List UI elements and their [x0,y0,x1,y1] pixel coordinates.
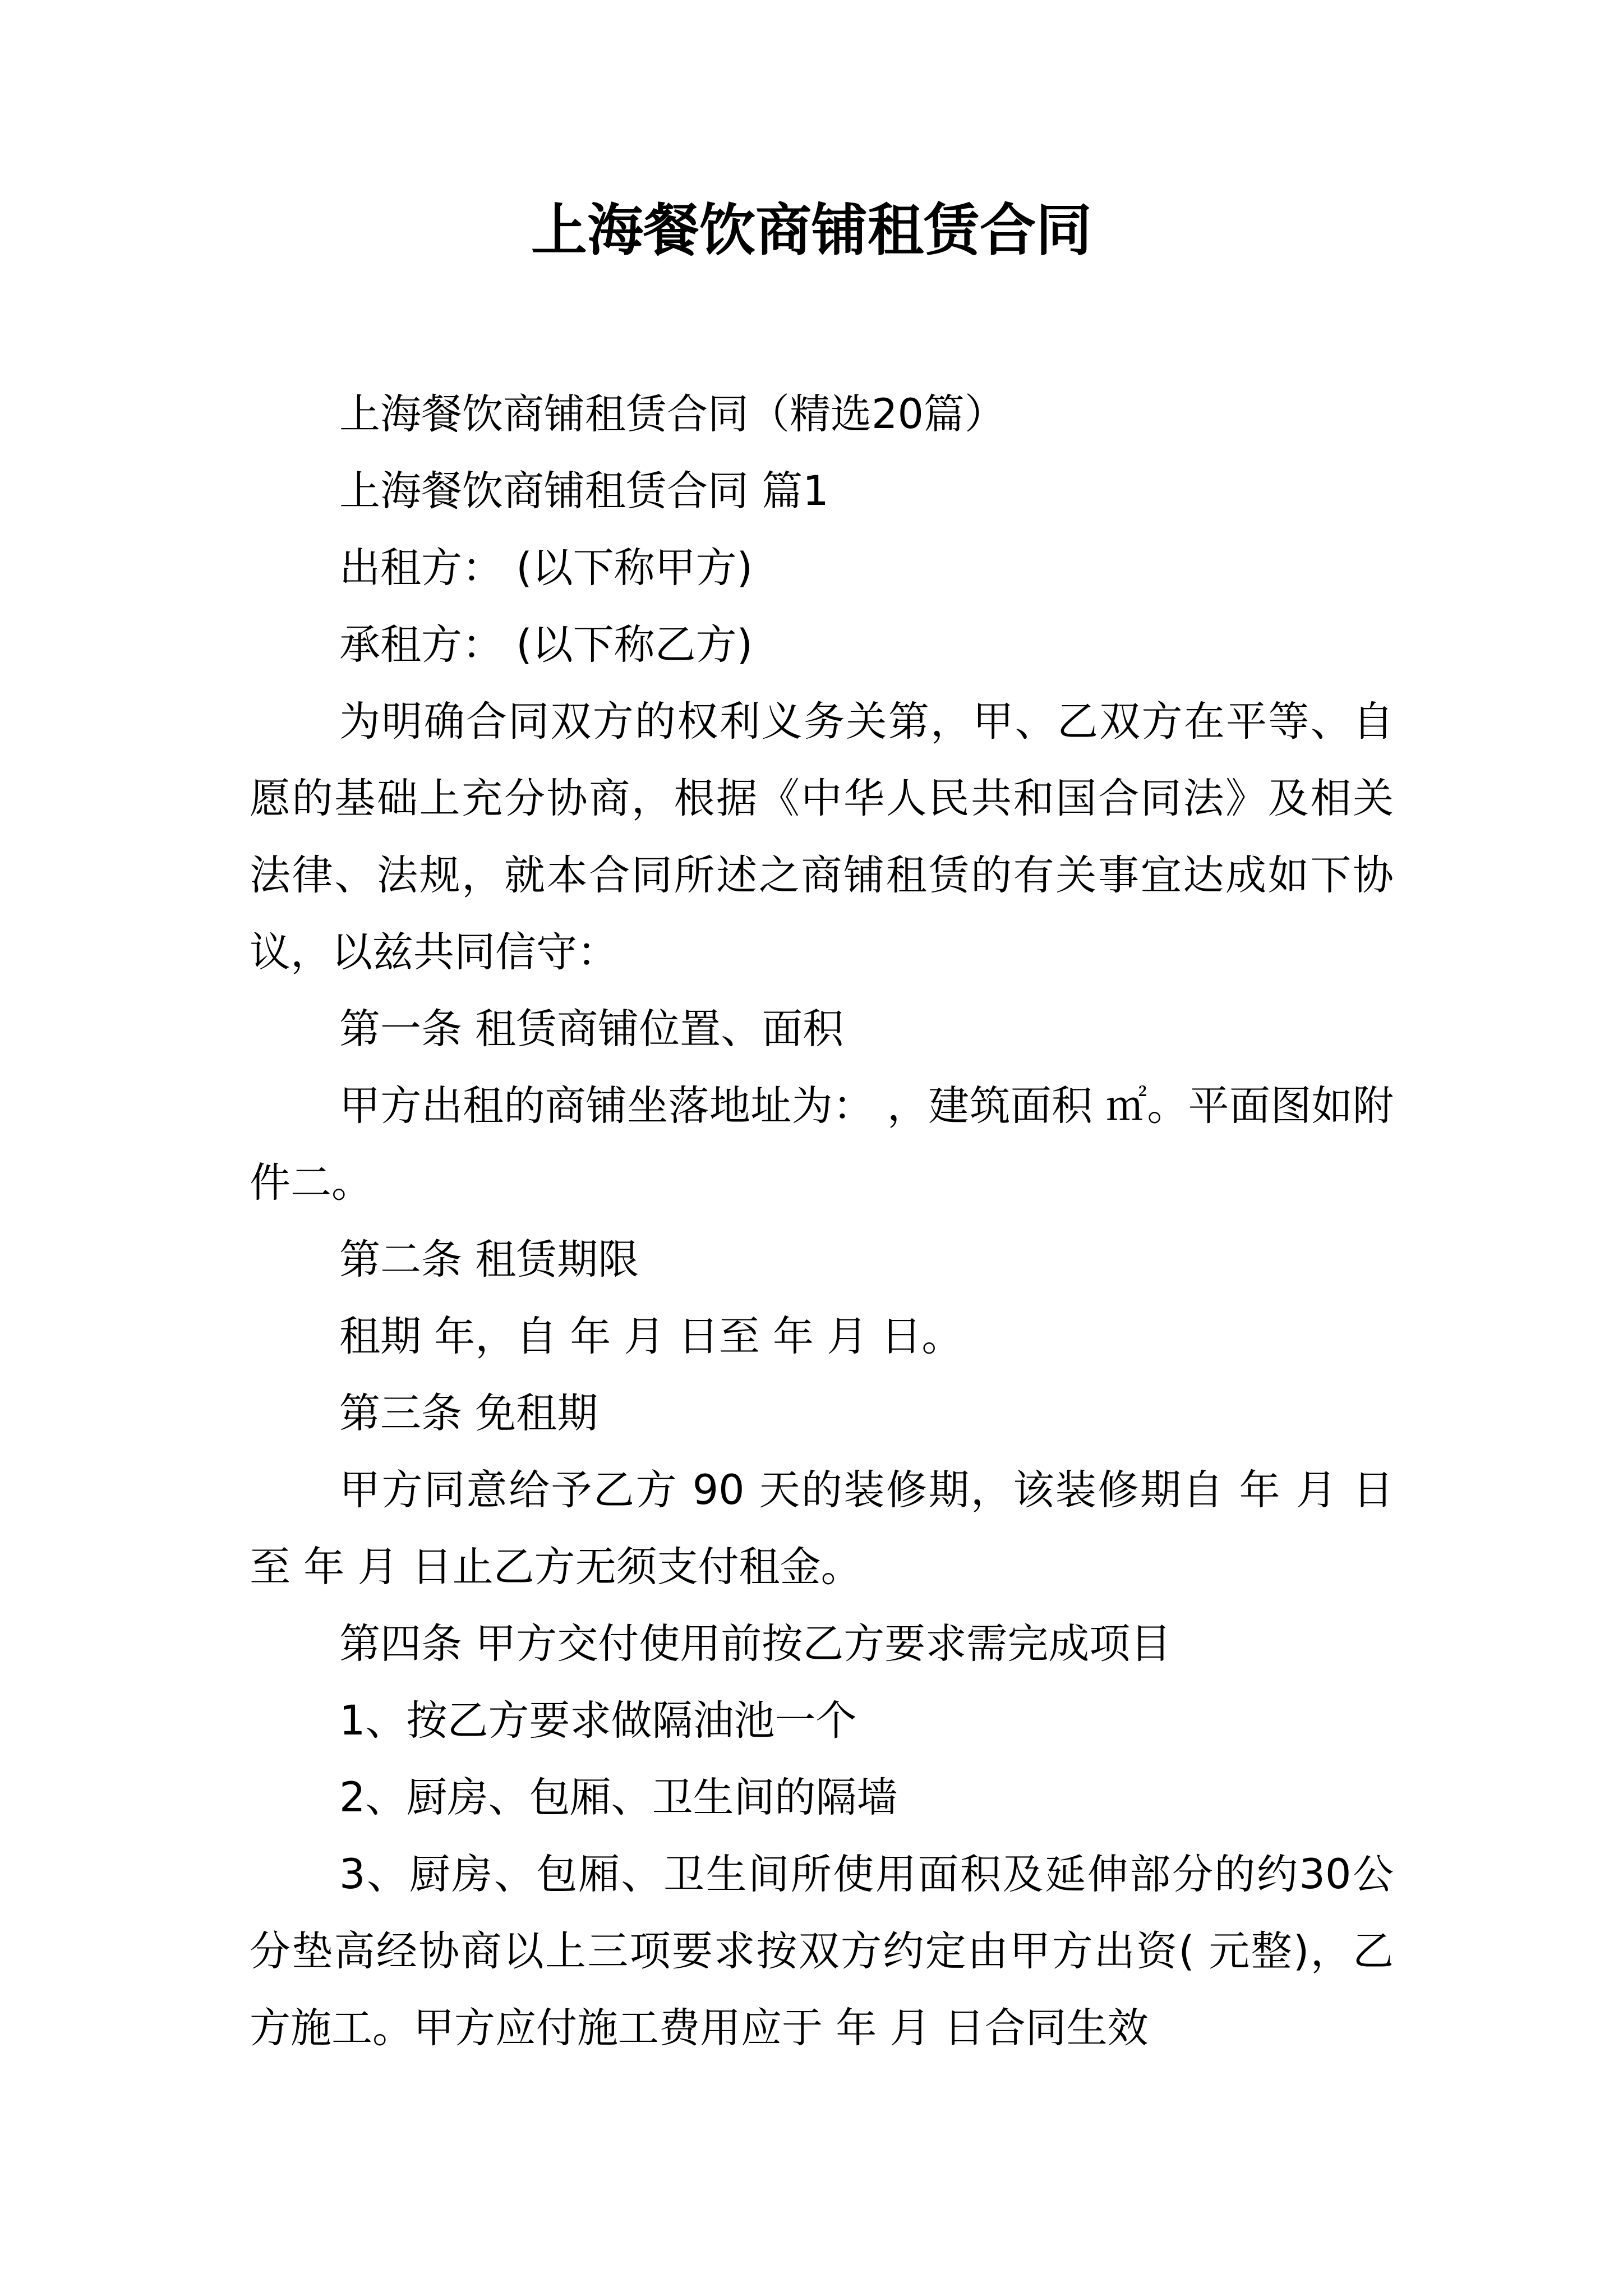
paragraph: 第三条 免租期 [339,1389,598,1437]
document-body [250,376,1394,2067]
paragraph: 为明确合同双方的权利义务关第，甲、乙双方在平等、自愿的基础上充分协商，根据《中华人民共和国合同法》及相关法律、法规，就本合同所述之商铺租赁的有关事宜达成如下协议，以兹共同信守： [250,698,1394,976]
paragraph: 第二条 租赁期限 [339,1236,639,1283]
paragraph: 1、按乙方要求做隔油池一个 [339,1697,857,1745]
paragraph: 出租方： (以下称甲方) [339,544,753,592]
paragraph: 上海餐饮商铺租赁合同 篇1 [339,467,829,515]
paragraph: 租期 年，自 年 月 日至 年 月 日。 [339,1313,963,1360]
paragraph: 承租方： (以下称乙方) [339,621,753,669]
document-title: 上海餐饮商铺租赁合同 [531,197,1092,263]
paragraph: 甲方出租的商铺坐落地址为： ，建筑面积 ㎡。平面图如附件二。 [250,1082,1394,1207]
paragraph: 上海餐饮商铺租赁合同（精选20篇） [339,390,1006,438]
paragraph: 甲方同意给予乙方 90 天的装修期，该装修期自 年 月 日至 年 月 日止乙方无须支付租金。 [250,1466,1394,1591]
paragraph: 第四条 甲方交付使用前按乙方要求需完成项目 [339,1620,1172,1668]
paragraph: 2、厨房、包厢、卫生间的隔墙 [339,1774,898,1821]
paragraph: 3、厨房、包厢、卫生间所使用面积及延伸部分的约30公分垫高经协商以上三项要求按双方约定由甲方出资( 元整)，乙方施工。甲方应付施工费用应于 年 月 日合同生效 [250,1851,1394,2052]
paragraph: 第一条 租赁商铺位置、面积 [339,1005,844,1053]
